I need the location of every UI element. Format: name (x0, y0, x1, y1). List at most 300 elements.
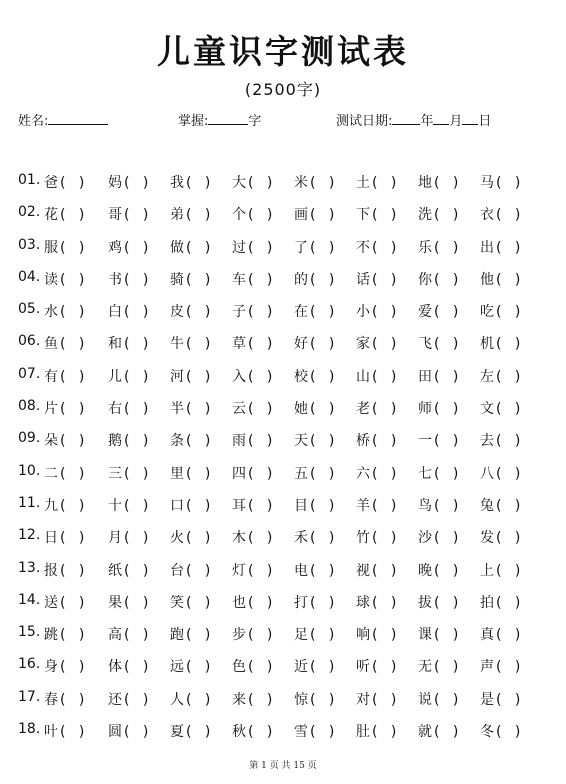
table-row (18, 398, 558, 430)
character-cell (356, 172, 396, 192)
character: 的 (294, 271, 308, 288)
character: 声 (480, 659, 494, 676)
answer-blank[interactable]: ( ) (434, 530, 459, 547)
character-cell (480, 463, 520, 483)
answer-blank[interactable]: ( ) (186, 239, 211, 256)
answer-blank[interactable]: ( ) (186, 627, 211, 644)
answer-blank[interactable]: ( ) (186, 659, 211, 676)
character: 目 (294, 497, 308, 514)
answer-blank[interactable]: ( ) (372, 724, 397, 741)
character: 片 (44, 401, 58, 418)
character: 做 (170, 239, 184, 256)
answer-blank[interactable]: ( ) (310, 627, 335, 644)
answer-blank[interactable]: ( ) (186, 401, 211, 418)
character: 半 (170, 401, 184, 418)
character: 洗 (418, 207, 432, 224)
row-number: 12. (18, 527, 41, 544)
answer-blank[interactable]: ( ) (372, 304, 397, 321)
answer-blank[interactable]: ( ) (186, 724, 211, 741)
character-cell (170, 204, 210, 224)
answer-blank[interactable]: ( ) (124, 465, 149, 482)
character-cell (294, 301, 334, 321)
answer-blank[interactable]: ( ) (434, 691, 459, 708)
month-blank[interactable] (433, 112, 449, 125)
character-cell (108, 204, 148, 224)
character: 台 (170, 562, 184, 579)
year-blank[interactable] (392, 112, 420, 125)
answer-blank[interactable]: ( ) (434, 594, 459, 611)
character: 说 (418, 691, 432, 708)
character-cell (108, 689, 148, 709)
answer-blank[interactable]: ( ) (372, 336, 397, 353)
answer-blank[interactable]: ( ) (186, 691, 211, 708)
answer-blank[interactable]: ( ) (434, 336, 459, 353)
answer-blank[interactable]: ( ) (60, 401, 85, 418)
character-cell (356, 237, 396, 257)
character-cell (232, 333, 272, 353)
answer-blank[interactable]: ( ) (496, 207, 521, 224)
answer-blank[interactable]: ( ) (310, 175, 335, 191)
answer-blank[interactable]: ( ) (310, 401, 335, 418)
answer-blank[interactable]: ( ) (372, 465, 397, 482)
page-subtitle: (2500字) (244, 80, 322, 99)
character: 子 (232, 304, 246, 321)
answer-blank[interactable]: ( ) (60, 724, 85, 741)
character: 叶 (44, 724, 58, 741)
character: 皮 (170, 304, 184, 321)
character-cell (170, 592, 210, 612)
answer-blank[interactable]: ( ) (186, 594, 211, 611)
character: 书 (108, 271, 122, 288)
character: 人 (170, 691, 184, 708)
table-row (18, 301, 558, 333)
character-cell (480, 495, 520, 515)
answer-blank[interactable]: ( ) (434, 627, 459, 644)
character-cell (170, 689, 210, 709)
answer-blank[interactable]: ( ) (496, 368, 521, 385)
answer-blank[interactable]: ( ) (248, 433, 273, 450)
character: 五 (294, 465, 308, 482)
character: 吃 (480, 304, 494, 321)
answer-blank[interactable]: ( ) (310, 659, 335, 676)
answer-blank[interactable]: ( ) (310, 562, 335, 579)
character-cell (44, 430, 84, 450)
answer-blank[interactable]: ( ) (60, 562, 85, 579)
character: 爱 (418, 304, 432, 321)
character-cell (294, 237, 334, 257)
answer-blank[interactable]: ( ) (248, 271, 273, 288)
table-row (18, 624, 558, 656)
answer-blank[interactable]: ( ) (248, 691, 273, 708)
character: 拍 (480, 594, 494, 611)
character: 果 (108, 594, 122, 611)
answer-blank[interactable]: ( ) (124, 562, 149, 579)
answer-blank[interactable]: ( ) (248, 368, 273, 385)
character-cell (44, 333, 84, 353)
answer-blank[interactable]: ( ) (496, 336, 521, 353)
answer-blank[interactable]: ( ) (310, 497, 335, 514)
character-cell (108, 527, 148, 547)
answer-blank[interactable]: ( ) (248, 336, 273, 353)
answer-blank[interactable]: ( ) (372, 530, 397, 547)
character-cell (356, 689, 396, 709)
answer-blank[interactable]: ( ) (124, 368, 149, 385)
mastery-field[interactable] (178, 110, 261, 129)
answer-blank[interactable]: ( ) (496, 304, 521, 321)
character: 八 (480, 465, 494, 482)
character-cell (44, 656, 84, 676)
answer-blank[interactable]: ( ) (248, 724, 273, 741)
answer-blank[interactable]: ( ) (186, 304, 211, 321)
answer-blank[interactable]: ( ) (434, 659, 459, 676)
answer-blank[interactable]: ( ) (372, 239, 397, 256)
character-cell (480, 366, 520, 386)
character: 地 (418, 175, 432, 191)
answer-blank[interactable]: ( ) (248, 594, 273, 611)
answer-blank[interactable]: ( ) (496, 497, 521, 514)
character-cell (356, 592, 396, 612)
answer-blank[interactable]: ( ) (248, 562, 273, 579)
mastery-blank[interactable] (208, 112, 248, 125)
character: 月 (108, 530, 122, 547)
character-cell (294, 333, 334, 353)
character-cell (170, 430, 210, 450)
answer-blank[interactable]: ( ) (434, 368, 459, 385)
answer-blank[interactable]: ( ) (434, 497, 459, 514)
character: 口 (170, 497, 184, 514)
character: 车 (232, 271, 246, 288)
answer-blank[interactable]: ( ) (496, 659, 521, 676)
answer-blank[interactable]: ( ) (124, 627, 149, 644)
character: 读 (44, 271, 58, 288)
character-cell (232, 398, 272, 418)
answer-blank[interactable]: ( ) (372, 271, 397, 288)
character: 听 (356, 659, 370, 676)
answer-blank[interactable]: ( ) (248, 207, 273, 224)
answer-blank[interactable]: ( ) (124, 175, 149, 191)
character: 我 (170, 175, 184, 191)
answer-blank[interactable]: ( ) (186, 465, 211, 482)
character-cell (480, 656, 520, 676)
answer-blank[interactable]: ( ) (310, 271, 335, 288)
character-cell (108, 269, 148, 289)
table-row (18, 560, 558, 592)
character: 鹅 (108, 433, 122, 450)
character-cell (418, 463, 458, 483)
character-cell (170, 721, 210, 741)
character-cell (170, 463, 210, 483)
answer-blank[interactable]: ( ) (434, 239, 459, 256)
answer-blank[interactable]: ( ) (124, 207, 149, 224)
character: 鸡 (108, 239, 122, 256)
character: 七 (418, 465, 432, 482)
answer-blank[interactable]: ( ) (496, 433, 521, 450)
answer-blank[interactable]: ( ) (60, 659, 85, 676)
row-number: 13. (18, 559, 41, 576)
answer-blank[interactable]: ( ) (310, 336, 335, 353)
character-cell (418, 269, 458, 289)
character-cell (108, 398, 148, 418)
answer-blank[interactable]: ( ) (186, 433, 211, 450)
page-footer: 第 1 页 共 15 页 (249, 761, 317, 771)
character: 纸 (108, 562, 122, 579)
character: 十 (108, 497, 122, 514)
character: 白 (108, 304, 122, 321)
answer-blank[interactable]: ( ) (124, 304, 149, 321)
character: 飞 (418, 336, 432, 353)
character: 春 (44, 691, 58, 708)
answer-blank[interactable]: ( ) (60, 594, 85, 611)
answer-blank[interactable]: ( ) (124, 401, 149, 418)
character-cell (418, 430, 458, 450)
character: 禾 (294, 530, 308, 547)
year-label: 年 (420, 114, 434, 129)
answer-blank[interactable]: ( ) (496, 530, 521, 547)
answer-blank[interactable]: ( ) (60, 336, 85, 353)
answer-blank[interactable]: ( ) (124, 530, 149, 547)
character-cell (294, 721, 334, 741)
answer-blank[interactable]: ( ) (434, 271, 459, 288)
answer-blank[interactable]: ( ) (434, 465, 459, 482)
answer-blank[interactable]: ( ) (496, 239, 521, 256)
answer-blank[interactable]: ( ) (310, 207, 335, 224)
answer-blank[interactable]: ( ) (124, 594, 149, 611)
character: 服 (44, 239, 58, 256)
character-cell (170, 398, 210, 418)
answer-blank[interactable]: ( ) (310, 465, 335, 482)
character-cell (108, 463, 148, 483)
character-cell (170, 333, 210, 353)
character-cell (108, 495, 148, 515)
answer-blank[interactable]: ( ) (124, 691, 149, 708)
answer-blank[interactable]: ( ) (310, 433, 335, 450)
character: 体 (108, 659, 122, 676)
answer-blank[interactable]: ( ) (434, 401, 459, 418)
character-cell (44, 689, 84, 709)
answer-blank[interactable]: ( ) (496, 271, 521, 288)
answer-blank[interactable]: ( ) (434, 724, 459, 741)
row-number: 06. (18, 333, 41, 350)
character-cell (108, 366, 148, 386)
answer-blank[interactable]: ( ) (496, 724, 521, 741)
answer-blank[interactable]: ( ) (372, 627, 397, 644)
row-number: 07. (18, 365, 41, 382)
answer-blank[interactable]: ( ) (496, 594, 521, 611)
answer-blank[interactable]: ( ) (248, 530, 273, 547)
month-label: 月 (449, 114, 463, 129)
answer-blank[interactable]: ( ) (186, 175, 211, 191)
character: 山 (356, 368, 370, 385)
answer-blank[interactable]: ( ) (310, 368, 335, 385)
answer-blank[interactable]: ( ) (310, 530, 335, 547)
character-cell (232, 301, 272, 321)
character-cell (418, 172, 458, 192)
character: 沙 (418, 530, 432, 547)
answer-blank[interactable]: ( ) (124, 239, 149, 256)
answer-blank[interactable]: ( ) (248, 659, 273, 676)
character: 拔 (418, 594, 432, 611)
character: 入 (232, 368, 246, 385)
character-cell (44, 172, 84, 192)
character: 个 (232, 207, 246, 224)
character: 也 (232, 594, 246, 611)
character-cell (418, 495, 458, 515)
answer-blank[interactable]: ( ) (124, 336, 149, 353)
answer-blank[interactable]: ( ) (372, 175, 397, 191)
character: 妈 (108, 175, 122, 191)
answer-blank[interactable]: ( ) (60, 497, 85, 514)
character: 晚 (418, 562, 432, 579)
test-date-field[interactable] (336, 110, 491, 129)
character: 步 (232, 627, 246, 644)
character: 响 (356, 627, 370, 644)
answer-blank[interactable]: ( ) (60, 691, 85, 708)
table-row (18, 366, 558, 398)
row-number: 16. (18, 656, 41, 673)
answer-blank[interactable]: ( ) (60, 271, 85, 288)
answer-blank[interactable]: ( ) (496, 401, 521, 418)
name-blank[interactable] (48, 112, 108, 125)
character: 在 (294, 304, 308, 321)
row-number: 02. (18, 204, 41, 221)
answer-blank[interactable]: ( ) (496, 562, 521, 579)
character: 色 (232, 659, 246, 676)
answer-blank[interactable]: ( ) (60, 304, 85, 321)
character: 和 (108, 336, 122, 353)
answer-blank[interactable]: ( ) (248, 627, 273, 644)
answer-blank[interactable]: ( ) (60, 368, 85, 385)
answer-blank[interactable]: ( ) (372, 562, 397, 579)
character-cell (356, 560, 396, 580)
character: 鱼 (44, 336, 58, 353)
table-row (18, 172, 558, 204)
character: 土 (356, 175, 370, 191)
answer-blank[interactable]: ( ) (186, 368, 211, 385)
table-row (18, 269, 558, 301)
character-cell (232, 237, 272, 257)
answer-blank[interactable]: ( ) (310, 594, 335, 611)
answer-blank[interactable]: ( ) (124, 433, 149, 450)
answer-blank[interactable]: ( ) (248, 401, 273, 418)
table-row (18, 333, 558, 365)
answer-blank[interactable]: ( ) (372, 497, 397, 514)
answer-blank[interactable]: ( ) (60, 465, 85, 482)
character-cell (232, 269, 272, 289)
answer-blank[interactable]: ( ) (124, 724, 149, 741)
character-cell (294, 269, 334, 289)
character-cell (418, 656, 458, 676)
answer-blank[interactable]: ( ) (434, 562, 459, 579)
answer-blank[interactable]: ( ) (248, 175, 273, 191)
character: 好 (294, 336, 308, 353)
answer-blank[interactable]: ( ) (60, 207, 85, 224)
character-cell (294, 430, 334, 450)
character: 衣 (480, 207, 494, 224)
character-cell (480, 301, 520, 321)
answer-blank[interactable]: ( ) (310, 691, 335, 708)
name-field[interactable] (18, 110, 108, 129)
answer-blank[interactable]: ( ) (434, 207, 459, 224)
character-cell (356, 527, 396, 547)
day-label: 日 (478, 114, 492, 129)
character: 羊 (356, 497, 370, 514)
character-cell (44, 204, 84, 224)
answer-blank[interactable]: ( ) (372, 691, 397, 708)
answer-blank[interactable]: ( ) (124, 271, 149, 288)
answer-blank[interactable]: ( ) (496, 465, 521, 482)
answer-blank[interactable]: ( ) (372, 659, 397, 676)
answer-blank[interactable]: ( ) (248, 497, 273, 514)
character-cell (356, 204, 396, 224)
character-cell (480, 269, 520, 289)
answer-blank[interactable]: ( ) (186, 530, 211, 547)
answer-blank[interactable]: ( ) (186, 497, 211, 514)
answer-blank[interactable]: ( ) (124, 497, 149, 514)
character: 竹 (356, 530, 370, 547)
day-blank[interactable] (462, 112, 478, 125)
answer-blank[interactable]: ( ) (434, 175, 459, 191)
character: 爸 (44, 175, 58, 191)
answer-blank[interactable]: ( ) (310, 724, 335, 741)
character: 木 (232, 530, 246, 547)
character: 真 (480, 627, 494, 644)
answer-blank[interactable]: ( ) (60, 433, 85, 450)
answer-blank[interactable]: ( ) (248, 304, 273, 321)
answer-blank[interactable]: ( ) (372, 594, 397, 611)
character-cell (170, 656, 210, 676)
table-row (18, 592, 558, 624)
character-cell (480, 689, 520, 709)
character: 出 (480, 239, 494, 256)
answer-blank[interactable]: ( ) (496, 691, 521, 708)
row-number: 11. (18, 494, 41, 511)
answer-blank[interactable]: ( ) (372, 401, 397, 418)
answer-blank[interactable]: ( ) (186, 336, 211, 353)
answer-blank[interactable]: ( ) (434, 304, 459, 321)
character: 你 (418, 271, 432, 288)
answer-blank[interactable]: ( ) (60, 175, 85, 191)
answer-blank[interactable]: ( ) (372, 433, 397, 450)
answer-blank[interactable]: ( ) (186, 562, 211, 579)
answer-blank[interactable]: ( ) (186, 207, 211, 224)
answer-blank[interactable]: ( ) (60, 627, 85, 644)
character: 草 (232, 336, 246, 353)
answer-blank[interactable]: ( ) (496, 627, 521, 644)
character-cell (356, 624, 396, 644)
answer-blank[interactable]: ( ) (60, 239, 85, 256)
answer-blank[interactable]: ( ) (372, 368, 397, 385)
character-cell (418, 689, 458, 709)
character: 火 (170, 530, 184, 547)
answer-blank[interactable]: ( ) (434, 433, 459, 450)
character-cell (232, 366, 272, 386)
row-number: 08. (18, 398, 41, 415)
character-cell (170, 269, 210, 289)
page-title: 儿童识字测试表 (157, 32, 409, 71)
answer-blank[interactable]: ( ) (310, 239, 335, 256)
answer-blank[interactable]: ( ) (248, 239, 273, 256)
answer-blank[interactable]: ( ) (60, 530, 85, 547)
answer-blank[interactable]: ( ) (124, 659, 149, 676)
answer-blank[interactable]: ( ) (496, 175, 521, 191)
character: 天 (294, 433, 308, 450)
answer-blank[interactable]: ( ) (310, 304, 335, 321)
answer-blank[interactable]: ( ) (186, 271, 211, 288)
character-cell (356, 398, 396, 418)
answer-blank[interactable]: ( ) (248, 465, 273, 482)
character-cell (418, 237, 458, 257)
answer-blank[interactable]: ( ) (372, 207, 397, 224)
